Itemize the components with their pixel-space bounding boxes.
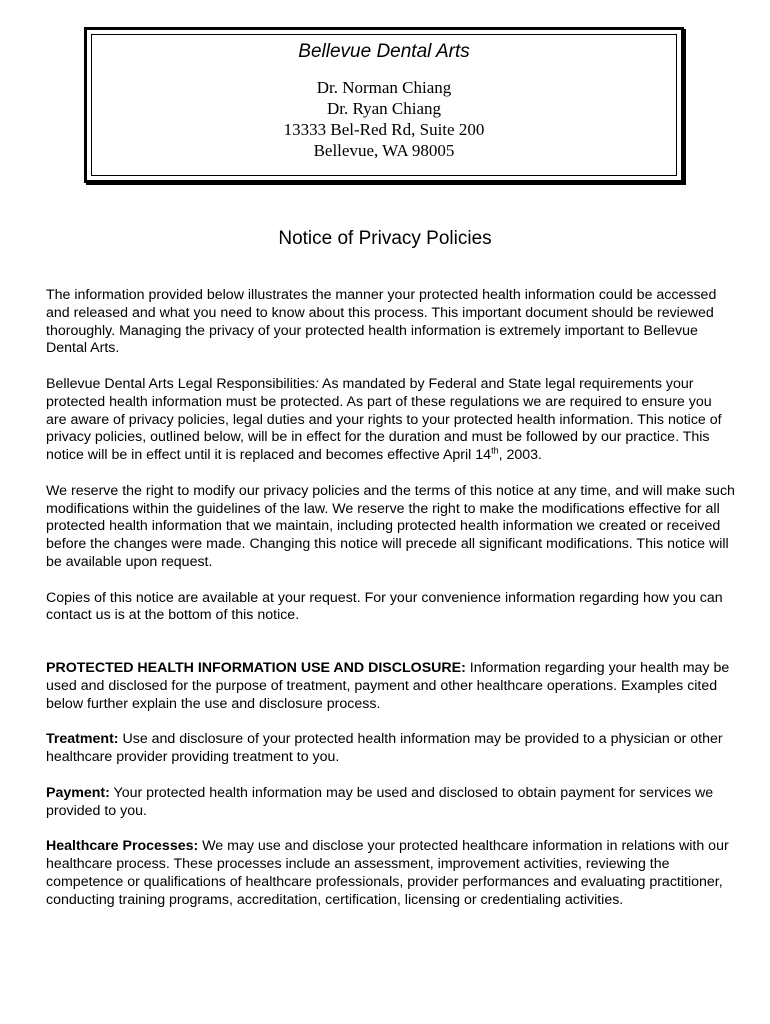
doctor-name-1: Dr. Norman Chiang xyxy=(316,78,452,97)
practice-header-inner-border xyxy=(91,34,677,176)
ordinal-suffix: th xyxy=(491,445,499,456)
reserve-right-paragraph: We reserve the right to modify our privacy policies and the terms of this notice at any time, and will make such modifications within the guidelines of the law. We reserve the right to make the modifications effective for all protected health information that we maintain, including protected health information we created or received before the changes were made. Changing this notice will precede all significant modifications. This notice will be available upon request. xyxy=(46,482,735,570)
legal-responsibilities-text: As mandated by Federal and State legal requirements your protected health information must be protected. As part of these regulations we are required to ensure you are aware of privacy policies, legal duties and your rights to your protected health information. This notice of privacy policies, outlined below, will be in effect for the duration and must be followed by our practice. This notice will be in effect until it is replaced and becomes effective April 14 xyxy=(46,375,722,464)
practice-name: Bellevue Dental Arts xyxy=(298,41,470,62)
payment-paragraph xyxy=(46,785,736,821)
healthcare-processes-heading: Healthcare Processes: xyxy=(46,838,199,855)
practice-header-box xyxy=(84,27,684,183)
legal-colon: : xyxy=(314,375,319,392)
treatment-text: Use and disclosure of your protected health information may be provided to a physician or other healthcare provider providing treatment to you. xyxy=(46,731,723,766)
intro-paragraph: The information provided below illustrates the manner your protected health information could be accessed and released and what you need to know about this process. This important document should be reviewed thoroughly. Managing the privacy of your protected health information is extremely important to Bellevue Dental Arts. xyxy=(46,287,717,357)
legal-responsibilities-label: Bellevue Dental Arts Legal Responsibilities xyxy=(46,375,315,392)
payment-text: Your protected health information may be used and disclosed to obtain payment for services we provided to you. xyxy=(46,784,714,819)
treatment-paragraph xyxy=(46,731,736,767)
doctor-name-2: Dr. Ryan Chiang xyxy=(326,99,442,118)
document-body xyxy=(46,287,736,927)
phi-use-disclosure-paragraph xyxy=(46,660,736,713)
address-line-2: Bellevue, WA 98005 xyxy=(313,141,455,160)
copies-paragraph: Copies of this notice are available at your request. For your convenience information regarding how you can contact us is at the bottom of this notice. xyxy=(46,589,723,624)
effective-year: , 2003. xyxy=(498,447,542,464)
healthcare-processes-text: We may use and disclose your protected healthcare information in relations with our healthcare process. These processes include an assessment, improvement activities, reviewing the competence or qualifications of healthcare professionals, provider performances and evaluating practitioner, conducting training programs, accreditation, certification, licensing or credentialing activities. xyxy=(46,838,729,908)
practice-contact-block xyxy=(92,77,676,161)
treatment-heading: Treatment: xyxy=(46,731,119,748)
payment-heading: Payment: xyxy=(46,784,110,801)
legal-responsibilities-paragraph xyxy=(46,376,736,465)
address-line-1: 13333 Bel-Red Rd, Suite 200 xyxy=(283,120,485,139)
phi-text: Information regarding your health may be used and disclosed for the purpose of treatment, payment and other healthcare operations. Examples cited below further explain the use and disclosure process. xyxy=(46,660,730,712)
document-title: Notice of Privacy Policies xyxy=(278,228,492,249)
healthcare-processes-paragraph xyxy=(46,838,736,909)
phi-heading: PROTECTED HEALTH INFORMATION USE AND DISCLOSURE: xyxy=(46,660,466,677)
